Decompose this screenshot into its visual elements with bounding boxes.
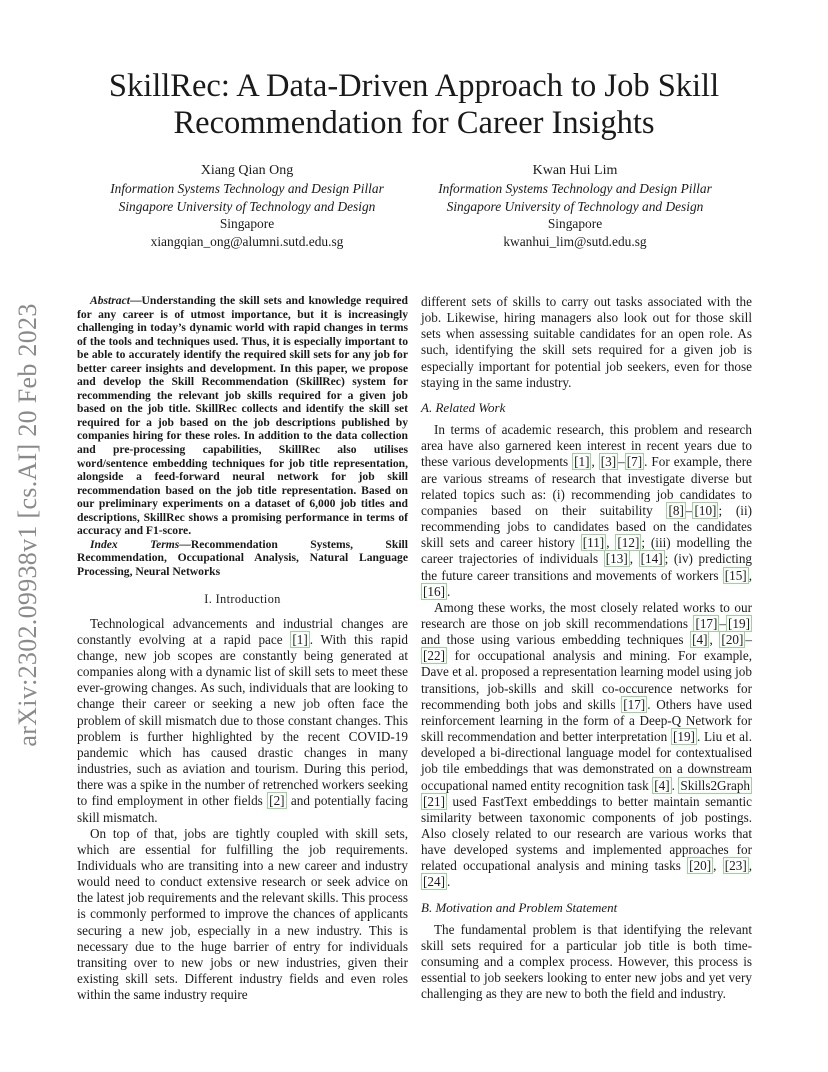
citation-link[interactable]: [4] — [654, 777, 670, 793]
motivation-paragraph-1: The fundamental problem is that identifying the relevant skill sets required for a particular job title is both time-consuming and a complex process. However, this process is essential to job seekers looking to enter new jobs and yet very challenging as they are new to both the field and industry. — [421, 921, 752, 1002]
citation-link[interactable]: [23] — [724, 858, 747, 874]
index-terms-text: —Recommendation Systems, Skill Recommendation, Occupational Analysis, Natural Language Processing, Neural Networks — [77, 537, 408, 578]
citation-link[interactable]: [1] — [292, 631, 308, 647]
related-work-paragraph-1: In terms of academic research, this problem and research area have also garnered keen interest in recent years due to these various developments [1] , [3] – [7] . For example, there are various streams of research that investigate diverse but related topics such as: (i) recommending job candidates to companies based on their suitability [8] – [10] ; (ii) recommending jobs to candidates based on the candidates skill sets and career history [11] , [12] ; (iii) modelling the career trajectories of individuals [13] , [14] ; (iv) predicting the future career transitions and movements of workers [15] , [16] . — [421, 422, 753, 599]
citation-link[interactable]: [10] — [694, 502, 717, 518]
subsection-heading-motivation: B. Motivation and Problem Statement — [421, 899, 618, 915]
arxiv-identifier: arXiv:2302.09938v1 [cs.AI] 20 Feb 2023 — [13, 303, 42, 747]
paper-title: SkillRec: A Data-Driven Approach to Job Skill Recommendation for Career Insights — [108, 68, 720, 141]
author-country: Singapore — [219, 216, 275, 232]
author-block-1 — [82, 162, 412, 250]
citation-link[interactable]: [20] — [721, 632, 744, 648]
related-work-paragraph-2: Among these works, the most closely related works to our research are those on job skill recommendations [17] – [19] and those using various embedding techniques [4] , [20] –[22] for occupational analysis and mining. For example, Dave et al. proposed a representation learning model using job transitions, job-skills and skill co-occurence networks for recommending both jobs and skills [17] . Others have used reinforcement learning in the form of a Deep-Q Network for skill recommendation and better interpretation [19] . Liu et al. developed a bi-directional language model for contextualised job tile embeddings that was demonstrated on a downstream occupational named entity recognition task [4] . Skills2Graph [21] used FastText embeddings to better maintain semantic similarity between taxonomic components of job postings. Also closely related to our research are various works that have developed systems and implemented approaches for related occupational analysis and mining tasks [20] , [23] , [24] . — [421, 599, 753, 890]
citation-link[interactable]: [24] — [423, 874, 445, 890]
citation-link[interactable]: [7] — [626, 454, 643, 470]
citation-link[interactable]: [22] — [423, 648, 445, 664]
author-block-2 — [410, 162, 740, 250]
citation-link[interactable]: [16] — [423, 583, 445, 599]
author-institution: Singapore University of Technology and Design — [446, 198, 704, 214]
citation-link[interactable]: [8] — [668, 502, 684, 518]
left-column — [77, 294, 408, 1003]
citation-link[interactable]: [13] — [605, 551, 628, 567]
citation-link[interactable]: [3] — [600, 454, 617, 470]
citation-link[interactable]: [12] — [617, 535, 640, 551]
citation-link[interactable]: [17] — [623, 696, 646, 712]
arxiv-sidebar — [8, 290, 48, 760]
author-name: Xiang Qian Ong — [200, 163, 294, 178]
abstract-label: Abstract — [90, 294, 130, 307]
author-name: Kwan Hui Lim — [532, 163, 618, 178]
citation-link[interactable]: [1] — [574, 454, 590, 470]
abstract-text: —Understanding the skill sets and knowledge required for any career is of utmost importance, but it is increasingly challenging in today’s dynamic world with rapid changes in terms of the tools and techniques used. Thus, it is especially important to be able to accurately identify the required skill sets for any job for better career insights and development. In this paper, we propose and develop the Skill Recommendation (SkillRec) system for recommending the relevant job skills required for a given job based on the job title. SkillRec collects and identify the skill set required for a job based on the job descriptions published by companies hiring for these roles. In addition to the data collection and pre-processing capabilities, SkillRec also utilises word/sentence embedding techniques for job title representation, alongside a feed-forward neural network for job skill recommendation based on the job title representation. Based on our preliminary experiments on a dataset of 6,000 job titles and descriptions, SkillRec shows a promising performance in terms of accuracy and F1-score. — [77, 294, 408, 538]
citation-link[interactable]: [19] — [728, 615, 750, 631]
author-institution: Singapore University of Technology and Design — [118, 198, 376, 214]
citation-link[interactable]: [21] — [423, 793, 445, 809]
citation-link[interactable]: [2] — [269, 793, 285, 809]
citation-link[interactable]: [15] — [724, 567, 747, 583]
subsection-heading-related-work: A. Related Work — [421, 399, 506, 415]
author-affiliation: Information Systems Technology and Design Pillar — [438, 181, 712, 197]
index-terms-label: Index Terms — [90, 537, 180, 551]
citation-link[interactable]: [19] — [672, 729, 695, 745]
citation-link[interactable]: [11] — [582, 535, 605, 551]
citation-link[interactable]: [14] — [640, 551, 663, 567]
right-column — [421, 294, 752, 1003]
intro-paragraph-1: Technological advancements and industrial changes are constantly evolving at a rapid pace [1] . With this rapid change, new job scopes are constantly being generated at companies along with a dynamic list of skill sets to meet these ever-growing changes. As such, individuals that are looking to change their career or seeking a new job often face the problem of skill mismatch due to those constant changes. This problem is further highlighted by the recent COVID-19 pandemic which has caused drastic changes in many industries, such as aviation and tourism. During this period, there was a spike in the number of retrenched workers seeking to find employment in other fields [2] and potentially facing skill mismatch. — [77, 615, 408, 825]
index-terms — [77, 538, 408, 579]
author-email: kwanhui_lim@sutd.edu.sg — [503, 233, 647, 249]
intro-paragraph-3: different sets of skills to carry out tasks associated with the job. Likewise, hiring managers also look out for those skill sets when assessing suitable candidates for an open role. As such, identifying the skill sets required for a given job is especially important for potential job seekers, even for those staying in the same industry. — [421, 294, 752, 390]
intro-paragraph-2: On top of that, jobs are tightly coupled with skill sets, which are essential for fulfilling the job requirements. Individuals who are transiting into a new career and industry would need to conduct extensive research or seek advice on the latest job requirements and the relevant skills. This process is commonly performed to improve the chances of applicants securing a new job, especially in a new industry. This is necessary due to the huge barrier of entry for individuals transiting over to new jobs or new industries, given their existing skill sets. Different industry fields and even roles within the same industry require — [77, 825, 408, 1003]
abstract — [77, 294, 408, 538]
citation-link[interactable]: Skills2Graph — [680, 777, 751, 793]
section-heading-introduction: I. Introduction — [204, 592, 281, 607]
author-email: xiangqian_ong@alumni.sutd.edu.sg — [150, 233, 344, 249]
citation-link[interactable]: [17] — [695, 615, 718, 631]
author-country: Singapore — [547, 216, 603, 232]
citation-link[interactable]: [4] — [692, 632, 708, 648]
citation-link[interactable]: [20] — [689, 858, 712, 874]
author-affiliation: Information Systems Technology and Design Pillar — [110, 181, 384, 197]
